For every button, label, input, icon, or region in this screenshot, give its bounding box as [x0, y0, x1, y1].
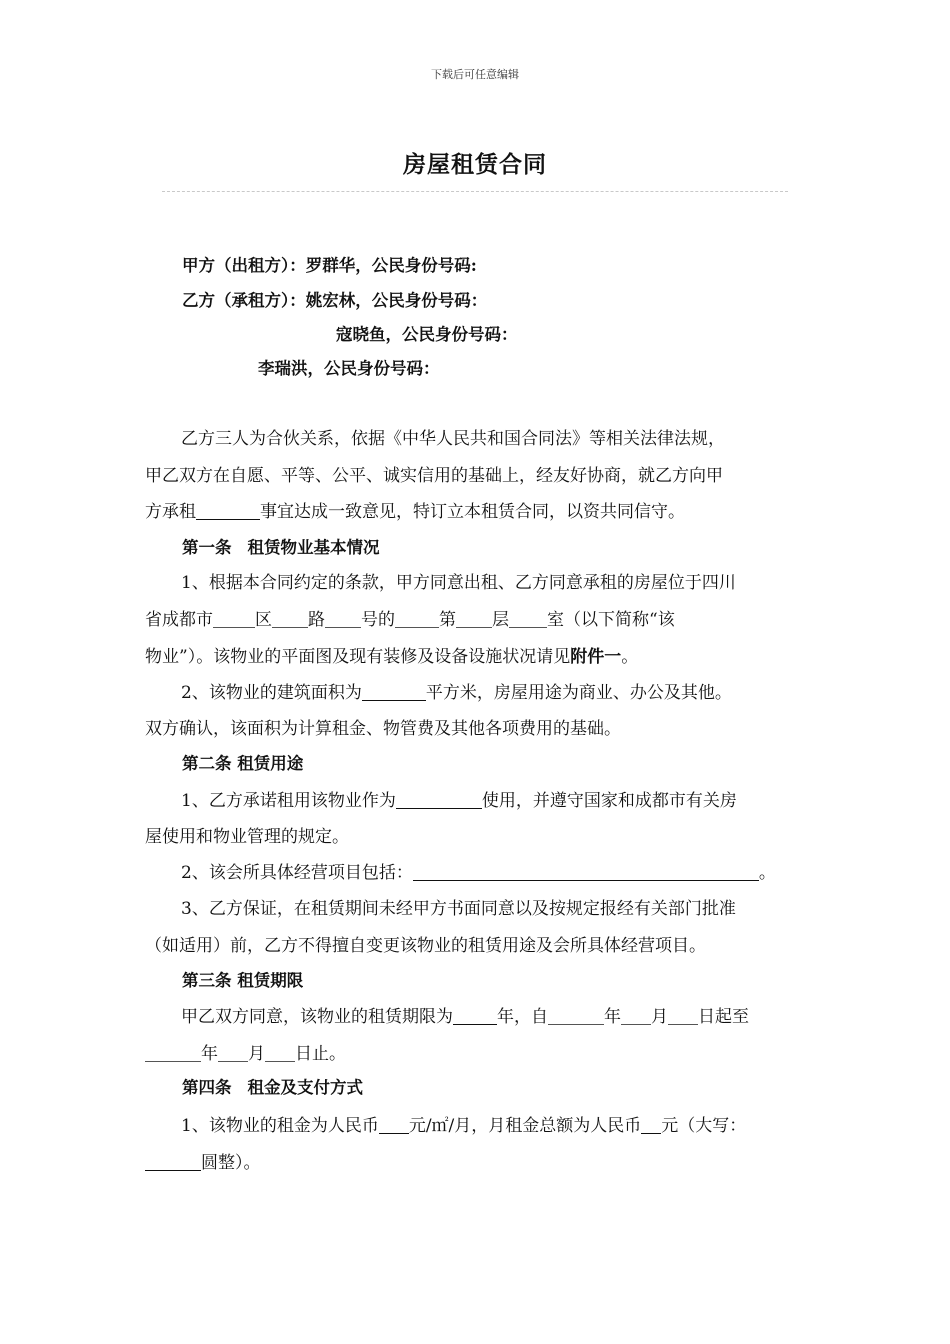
- blank-area: [362, 682, 426, 701]
- attachment-ref: 附件一: [570, 647, 622, 667]
- article-2-clause-3-line-1: 3、乙方保证，在租赁期间未经甲方书面同意以及按规定报经有关部门批准: [181, 899, 736, 919]
- party-a: 甲方（出租方）：罗群华，公民身份号码:: [182, 256, 477, 275]
- blank-business-items: [413, 862, 759, 881]
- article-2-heading: 第二条 租赁用途: [182, 754, 304, 773]
- article-3-line-2: 年 月 日止。: [145, 1039, 810, 1064]
- article-1-clause-2-line-1: 2、该物业的建筑面积为 平方米，房屋用途为商业、办公及其他。: [181, 683, 732, 703]
- intro-line-2: 甲乙双方在自愿、平等、公平、诚实信用的基础上，经友好协商，就乙方向甲: [145, 466, 723, 486]
- article-3-line-1: 甲乙双方同意，该物业的租赁期限为 年，自 年 月 日起至: [181, 1007, 749, 1027]
- party-b-3: 李瑞洪，公民身份号码：: [258, 359, 440, 378]
- article-4-heading: 第四条 租金及支付方式: [182, 1078, 363, 1097]
- article-1-clause-1-line-3: 物业”）。该物业的平面图及现有装修及设备设施状况请见附件一。: [145, 647, 639, 667]
- article-2-clause-3-line-2: （如适用）前，乙方不得擅自变更该物业的租赁用途及会所具体经营项目。: [145, 936, 706, 956]
- article-4-clause-1-line-2: 圆整）。: [145, 1148, 810, 1173]
- article-1-heading: 第一条 租赁物业基本情况: [182, 538, 380, 557]
- article-2-clause-1-line-2: 屋使用和物业管理的规定。: [145, 827, 349, 847]
- party-b-1: 乙方（承租方）：姚宏林，公民身份号码：: [182, 291, 488, 310]
- blank-subject: [196, 501, 260, 520]
- blank-use: [396, 790, 482, 809]
- article-2-clause-2: 2、该会所具体经营项目包括： 。: [181, 863, 776, 883]
- title-divider: [162, 191, 788, 192]
- header-note: 下载后可任意编辑: [431, 68, 519, 81]
- article-4-clause-1-line-1: 1、该物业的租金为人民币 元/㎡/月，月租金总额为人民币 元（大写：: [181, 1116, 747, 1136]
- article-1-clause-1-line-1: 1、根据本合同约定的条款，甲方同意出租、乙方同意承租的房屋位于四川: [181, 573, 736, 593]
- article-1-clause-1-line-2: 省成都市 区 路 号的 第 层 室（以下简称“该: [145, 610, 675, 630]
- party-b-2: 寇晓鱼，公民身份号码：: [336, 325, 518, 344]
- intro-line-3: 方承租 事宜达成一致意见，特订立本租赁合同，以资共同信守。: [145, 502, 685, 522]
- article-2-clause-1-line-1: 1、乙方承诺租用该物业作为 使用，并遵守国家和成都市有关房: [181, 791, 737, 811]
- article-3-heading: 第三条 租赁期限: [182, 971, 304, 990]
- intro-line-1: 乙方三人为合伙关系，依据《中华人民共和国合同法》等相关法律法规，: [181, 429, 725, 449]
- article-1-clause-2-line-2: 双方确认，该面积为计算租金、物管费及其他各项费用的基础。: [145, 719, 621, 739]
- document-title: 房屋租赁合同: [403, 151, 547, 178]
